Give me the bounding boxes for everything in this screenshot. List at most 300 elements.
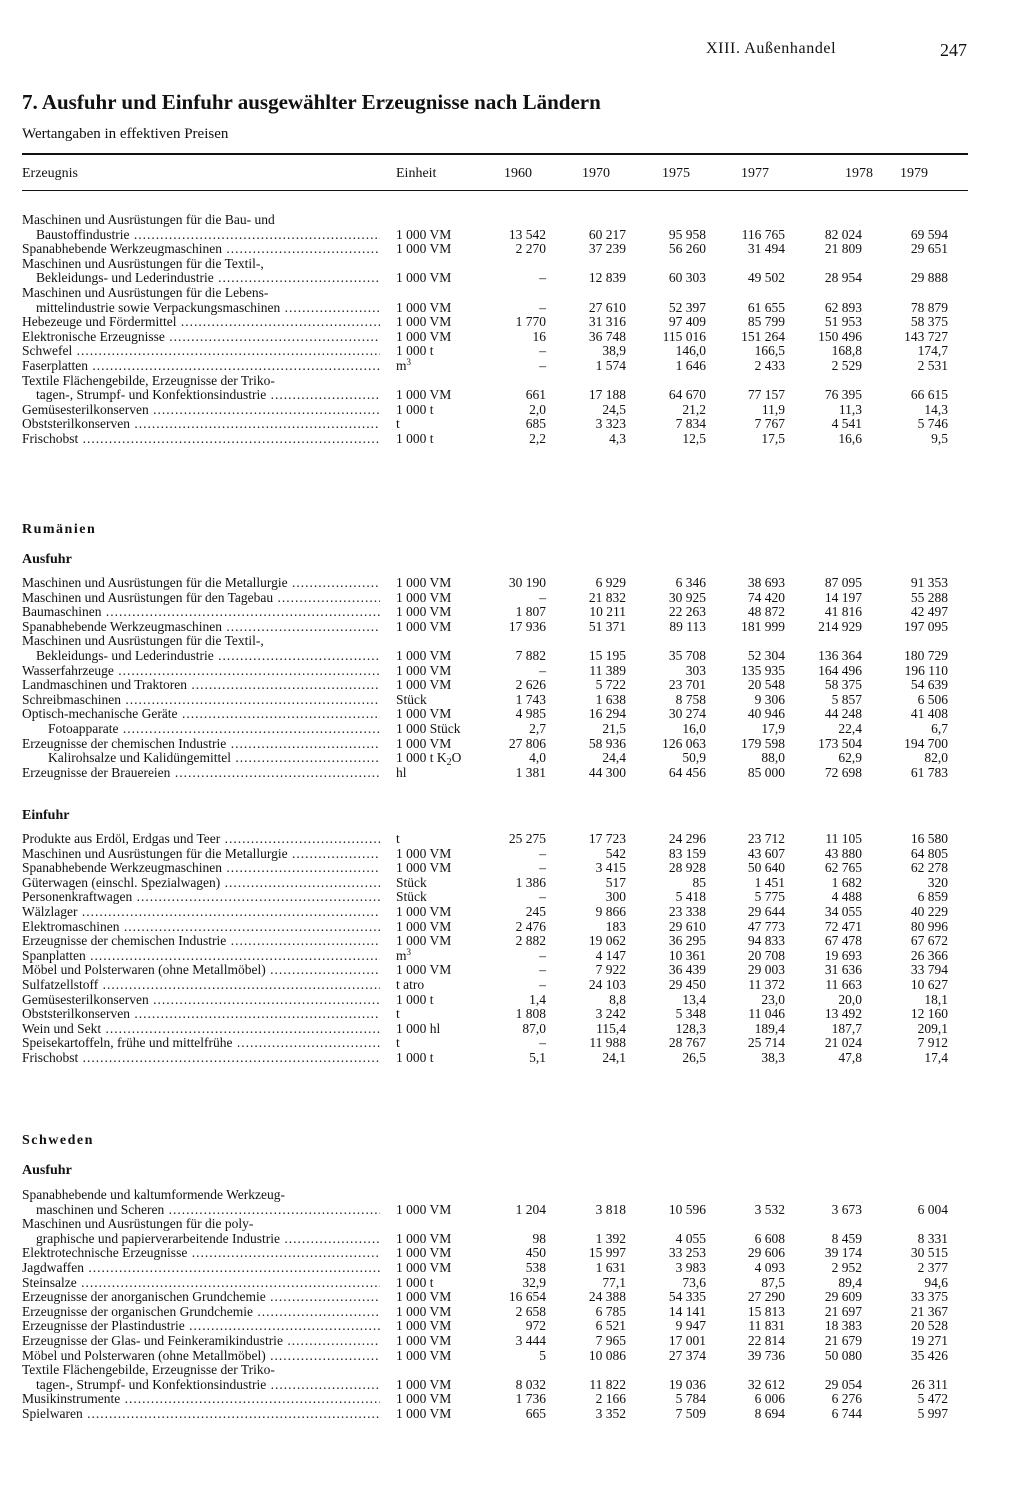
row-label: tagen-, Strumpf- und Konfektionsindustrie ..... [36, 387, 380, 402]
cell-value: 450 [525, 1245, 546, 1261]
cell-value: 36 439 [668, 962, 706, 978]
row-label: Maschinen und Ausrüstungen für die Metallurgie ..... [22, 575, 380, 590]
cell-value: 24,5 [602, 401, 626, 417]
cell-value: 44 248 [824, 706, 862, 722]
row-unit: 1 000 VM [396, 1406, 452, 1421]
cell-value: 23,0 [761, 991, 785, 1007]
row-unit: 1 000 VM [396, 618, 452, 634]
cell-value: 26,5 [682, 1050, 706, 1065]
row-label: Möbel und Polsterwaren (ohne Metallmöbel) ..... [22, 962, 380, 977]
column-header-year: 1977 [741, 166, 769, 181]
row-label: Schreibmaschinen ..... [22, 692, 380, 707]
cell-value: 94,6 [924, 1274, 948, 1290]
row-unit: 1 000 VM [396, 270, 452, 286]
cell-value: 12 839 [588, 270, 626, 286]
cell-value: 685 [525, 416, 546, 432]
row-unit: t atro [396, 977, 425, 992]
row-unit: 1 000 VM [396, 648, 452, 663]
cell-value: 28 928 [668, 860, 706, 876]
cell-value: 16,0 [682, 721, 706, 736]
row-unit: 1 000 VM [396, 1376, 452, 1392]
table-row [0, 1377, 1024, 1392]
cell-value: 1 743 [515, 691, 546, 707]
cell-value: 143 727 [904, 328, 948, 344]
cell-value: 23 712 [747, 831, 785, 846]
table-row-label-line [0, 373, 1024, 388]
cell-value: 6 006 [754, 1391, 785, 1407]
cell-value: 21 024 [824, 1035, 862, 1051]
cell-value: 10 361 [668, 947, 706, 963]
row-label: Landmaschinen und Traktoren ..... [22, 677, 380, 692]
cell-value: 31 494 [747, 241, 785, 257]
table-row [0, 619, 1024, 634]
table-row [0, 1406, 1024, 1421]
cell-value: 82 024 [824, 226, 862, 242]
cell-value: – [539, 889, 546, 905]
cell-value: 10 086 [588, 1347, 626, 1363]
column-header-product: Erzeugnis [22, 166, 78, 181]
cell-value: 31 636 [824, 962, 862, 978]
cell-value: 62 765 [824, 860, 862, 876]
table-row-label-line [0, 1216, 1024, 1231]
cell-value: 34 055 [824, 904, 862, 919]
cell-value: 74 420 [747, 589, 785, 605]
cell-value: 54 639 [910, 677, 948, 693]
row-unit: 1 000 t [396, 1274, 434, 1290]
table-row [0, 1050, 1024, 1065]
cell-value: 33 794 [910, 962, 948, 978]
row-label: Spanabhebende Werkzeugmaschinen ..... [22, 860, 380, 875]
table-row [0, 721, 1024, 736]
cell-value: 21 809 [824, 241, 862, 257]
row-unit: 1 000 hl [396, 1020, 441, 1036]
row-unit: 1 000 VM [396, 845, 452, 861]
table-row [0, 1035, 1024, 1050]
row-label: Schwefel ..... [22, 343, 380, 358]
table-row [0, 948, 1024, 963]
cell-value: 16 294 [588, 706, 626, 722]
cell-value: 8 758 [675, 691, 706, 707]
table-row [0, 992, 1024, 1007]
table-row [0, 431, 1024, 446]
row-label: Gemüsesterilkonserven ..... [22, 992, 380, 1007]
cell-value: 1 631 [595, 1260, 626, 1275]
cell-value: 17 936 [508, 618, 546, 634]
cell-value: 3 818 [595, 1201, 626, 1217]
cell-value: 24 296 [668, 831, 706, 846]
cell-value: 5 784 [675, 1391, 706, 1407]
cell-value: 1 574 [595, 358, 626, 373]
table-row-label-line [0, 285, 1024, 300]
table-row [0, 1260, 1024, 1275]
cell-value: 4 488 [831, 889, 862, 905]
cell-value: – [539, 1035, 546, 1051]
cell-value: 12 160 [910, 1006, 948, 1022]
row-unit: 1 000 VM [396, 1201, 452, 1217]
row-label: Obststerilkonserven ..... [22, 1006, 380, 1021]
row-unit: Stück [396, 889, 427, 905]
cell-value: 30 190 [508, 575, 546, 590]
cell-value: 87,0 [522, 1020, 546, 1036]
cell-value: 2 166 [595, 1391, 626, 1407]
cell-value: 214 929 [818, 618, 862, 634]
cell-value: 29 610 [668, 918, 706, 934]
cell-value: 82,0 [924, 750, 948, 766]
cell-value: 320 [927, 874, 948, 890]
cell-value: 78 879 [910, 299, 948, 315]
cell-value: 7 767 [754, 416, 785, 432]
row-unit: 1 000 VM [396, 589, 452, 605]
cell-value: 38,9 [602, 343, 626, 359]
table-row [0, 1006, 1024, 1021]
cell-value: 2 270 [515, 241, 546, 257]
cell-value: 77 157 [747, 387, 785, 403]
row-label: Spanabhebende und kaltumformende Werkzeug- [22, 1187, 285, 1202]
cell-value: 6 346 [675, 575, 706, 590]
table-row-label-line [0, 1187, 1024, 1202]
country-heading: Schweden [22, 1133, 94, 1148]
row-label: Sulfatzellstoff ..... [22, 977, 380, 992]
cell-value: 166,5 [754, 343, 785, 359]
row-label: Erzeugnisse der Glas- und Feinkeramikindustrie ..... [22, 1333, 380, 1348]
cell-value: 4,3 [609, 431, 626, 446]
row-unit: 1 000 VM [396, 387, 452, 403]
cell-value: 52 397 [668, 299, 706, 315]
row-label: Elektrotechnische Erzeugnisse ..... [22, 1245, 380, 1260]
cell-value: 151 264 [741, 328, 785, 344]
cell-value: 168,8 [831, 343, 862, 359]
cell-value: 20,0 [838, 991, 862, 1007]
row-label: Maschinen und Ausrüstungen für die Bau- und [22, 212, 275, 227]
row-label: Personenkraftwagen ..... [22, 889, 380, 904]
table-row [0, 1304, 1024, 1319]
cell-value: 49 502 [747, 270, 785, 286]
row-unit: 1 000 t [396, 401, 434, 417]
row-label: Maschinen und Ausrüstungen für die Textil-, [22, 633, 264, 649]
table-row-label-line [0, 256, 1024, 271]
row-label: Maschinen und Ausrüstungen für die Lebens- [22, 285, 269, 300]
cell-value: 209,1 [917, 1020, 948, 1036]
row-label: Elektronische Erzeugnisse ..... [22, 329, 380, 344]
cell-value: 28 767 [668, 1035, 706, 1051]
cell-value: 11 046 [748, 1006, 785, 1022]
cell-value: 2 531 [917, 358, 948, 373]
table-row [0, 889, 1024, 904]
cell-value: – [539, 662, 546, 678]
cell-value: 73,6 [682, 1274, 706, 1290]
cell-value: 55 288 [910, 589, 948, 605]
row-unit: 1 000 VM [396, 735, 452, 751]
cell-value: – [539, 845, 546, 861]
row-unit: 1 000 VM [396, 604, 452, 620]
table-row [0, 677, 1024, 692]
cell-value: 50,9 [682, 750, 706, 766]
cell-value: 3 242 [595, 1006, 626, 1022]
row-label: Erzeugnisse der Brauereien ..... [22, 765, 380, 780]
row-label: Erzeugnisse der anorganischen Grundchemie ..... [22, 1289, 380, 1304]
row-unit: $m^3$ [396, 946, 412, 963]
cell-value: 972 [525, 1318, 546, 1334]
row-unit: t [396, 416, 400, 432]
cell-value: 64 670 [668, 387, 706, 403]
row-label: Textile Flächengebilde, Erzeugnisse der Triko- [22, 372, 275, 388]
cell-value: 27 290 [747, 1289, 785, 1305]
row-unit: 1 000 VM [396, 328, 452, 344]
row-label: Steinsalze ..... [22, 1275, 380, 1290]
cell-value: 7 922 [595, 962, 626, 978]
cell-value: 32,9 [522, 1274, 546, 1290]
row-label: Textile Flächengebilde, Erzeugnisse der Triko- [22, 1362, 275, 1378]
cell-value: 91 353 [910, 575, 948, 590]
cell-value: 8 459 [831, 1230, 862, 1246]
row-unit: 1 000 VM [396, 904, 452, 919]
cell-value: 2 476 [515, 918, 546, 934]
row-unit: 1 000 VM [396, 314, 452, 330]
table-row [0, 416, 1024, 431]
cell-value: – [539, 589, 546, 605]
cell-value: – [539, 270, 546, 286]
cell-value: 4 147 [595, 947, 626, 963]
row-unit: Stück [396, 874, 427, 890]
cell-value: 164 496 [818, 662, 862, 678]
cell-value: 4 985 [515, 706, 546, 722]
row-label: Wein und Sekt ..... [22, 1021, 380, 1036]
row-unit: 1 000 VM [396, 241, 452, 257]
table-row [0, 402, 1024, 417]
row-label: Hebezeuge und Fördermittel ..... [22, 314, 380, 329]
row-label: Jagdwaffen ..... [22, 1260, 380, 1275]
cell-value: 2 529 [831, 358, 862, 373]
table-row [0, 831, 1024, 846]
row-unit: 1 000 VM [396, 860, 452, 876]
row-unit: 1 000 VM [396, 1347, 452, 1363]
cell-value: 50 080 [824, 1347, 862, 1363]
row-label: Spanabhebende Werkzeugmaschinen ..... [22, 619, 380, 634]
cell-value: 69 594 [910, 226, 948, 242]
cell-value: 10 211 [589, 604, 626, 620]
column-header-year: 1960 [504, 166, 532, 181]
cell-value: 17,5 [761, 431, 785, 446]
row-unit: 1 000 t [396, 991, 434, 1007]
cell-value: 1 392 [595, 1230, 626, 1246]
cell-value: 135 935 [741, 662, 785, 678]
column-header-year: 1970 [582, 166, 610, 181]
table-row [0, 962, 1024, 977]
cell-value: 24,1 [602, 1050, 626, 1065]
table-row [0, 977, 1024, 992]
row-label: Bekleidungs- und Lederindustrie ..... [36, 270, 380, 285]
row-label: Elektromaschinen ..... [22, 919, 380, 934]
cell-value: 2,0 [529, 401, 546, 417]
cell-value: 245 [525, 904, 546, 919]
cell-value: 29 003 [747, 962, 785, 978]
cell-value: 29 609 [824, 1289, 862, 1305]
row-label: mittelindustrie sowie Verpackungsmaschinen ..... [36, 300, 380, 315]
cell-value: 6 859 [917, 889, 948, 905]
cell-value: 5 997 [917, 1406, 948, 1421]
cell-value: 8 331 [917, 1230, 948, 1246]
row-unit: Stück [396, 691, 427, 707]
row-label: Kalirohsalze und Kalidüngemittel ..... [48, 750, 380, 765]
cell-value: 3 352 [595, 1406, 626, 1421]
cell-value: 76 395 [824, 387, 862, 403]
table-row [0, 736, 1024, 751]
cell-value: 22 814 [747, 1333, 785, 1348]
table-row [0, 1245, 1024, 1260]
cell-value: 2,2 [529, 431, 546, 446]
cell-value: 15 195 [588, 648, 626, 663]
row-unit: 1 000 t [396, 1050, 434, 1065]
cell-value: 19 062 [588, 933, 626, 949]
cell-value: 64 805 [910, 845, 948, 861]
row-label: Spielwaren ..... [22, 1406, 380, 1421]
cell-value: 5 348 [675, 1006, 706, 1022]
table-row [0, 1318, 1024, 1333]
cell-value: 5 722 [595, 677, 626, 693]
cell-value: 26 366 [910, 947, 948, 963]
row-label: Bekleidungs- und Lederindustrie ..... [36, 648, 380, 663]
table-row [0, 904, 1024, 919]
cell-value: 29 606 [747, 1245, 785, 1261]
cell-value: 56 260 [668, 241, 706, 257]
cell-value: 3 532 [754, 1201, 785, 1217]
table-row [0, 590, 1024, 605]
cell-value: 40 946 [747, 706, 785, 722]
row-unit: hl [396, 764, 407, 780]
cell-value: 17,9 [761, 721, 785, 736]
cell-value: 19 036 [668, 1376, 706, 1392]
row-label: Erzeugnisse der Plastindustrie ..... [22, 1318, 380, 1333]
column-header-unit: Einheit [396, 166, 437, 181]
table-row [0, 706, 1024, 721]
row-label: Erzeugnisse der chemischen Industrie ..... [22, 933, 380, 948]
cell-value: 197 095 [904, 618, 948, 634]
cell-value: 29 888 [910, 270, 948, 286]
cell-value: 181 999 [741, 618, 785, 634]
cell-value: 30 515 [910, 1245, 948, 1261]
cell-value: 5,1 [529, 1050, 546, 1065]
table-row [0, 314, 1024, 329]
section-subheading: Ausfuhr [22, 1163, 72, 1178]
cell-value: 10 596 [668, 1201, 706, 1217]
cell-value: 22 263 [668, 604, 706, 620]
cell-value: 3 983 [675, 1260, 706, 1275]
country-heading: Rumänien [22, 522, 97, 537]
cell-value: 3 444 [515, 1333, 546, 1348]
table-row [0, 1275, 1024, 1290]
cell-value: 21,2 [682, 401, 706, 417]
row-unit: t [396, 1006, 400, 1022]
cell-value: 13 492 [824, 1006, 862, 1022]
cell-value: 83 159 [668, 845, 706, 861]
cell-value: 44 300 [588, 764, 626, 780]
cell-value: 300 [605, 889, 626, 905]
table-row [0, 1289, 1024, 1304]
cell-value: 6 276 [831, 1391, 862, 1407]
section-subheading: Ausfuhr [22, 552, 72, 567]
cell-value: 64 456 [668, 764, 706, 780]
cell-value: 16,6 [838, 431, 862, 446]
cell-value: 13,4 [682, 991, 706, 1007]
cell-value: 47,8 [838, 1050, 862, 1065]
cell-value: – [539, 358, 546, 373]
cell-value: 1 646 [675, 358, 706, 373]
row-label: Baustoffindustrie ..... [36, 227, 380, 242]
cell-value: 5 418 [675, 889, 706, 905]
cell-value: 1 381 [515, 764, 546, 780]
row-label: Frischobst ..... [22, 1050, 380, 1065]
cell-value: 16 654 [508, 1289, 546, 1305]
row-label: Erzeugnisse der chemischen Industrie ..... [22, 736, 380, 751]
row-label: Obststerilkonserven ..... [22, 416, 380, 431]
cell-value: 3 415 [595, 860, 626, 876]
cell-value: 40 229 [910, 904, 948, 919]
cell-value: 72 471 [824, 918, 862, 934]
table-row [0, 387, 1024, 402]
cell-value: 303 [685, 662, 706, 678]
row-unit: 1 000 VM [396, 677, 452, 693]
cell-value: 95 958 [668, 226, 706, 242]
table-row [0, 860, 1024, 875]
cell-value: 11,3 [838, 401, 862, 417]
cell-value: 25 275 [508, 831, 546, 846]
cell-value: 1 736 [515, 1391, 546, 1407]
row-unit: 1 000 Stück [396, 721, 461, 736]
cell-value: 39 174 [824, 1245, 862, 1261]
cell-value: 9 866 [595, 904, 626, 919]
cell-value: 11 663 [825, 977, 862, 992]
cell-value: 35 426 [910, 1347, 948, 1363]
table-row [0, 933, 1024, 948]
cell-value: 8,8 [609, 991, 626, 1007]
cell-value: 7 834 [675, 416, 706, 432]
row-label: Maschinen und Ausrüstungen für die Textil-, [22, 255, 264, 271]
cell-value: 47 773 [747, 918, 785, 934]
row-unit: 1 000 VM [396, 933, 452, 949]
row-unit: 1 000 VM [396, 918, 452, 934]
cell-value: 13 542 [508, 226, 546, 242]
table-row [0, 575, 1024, 590]
cell-value: 24,4 [602, 750, 626, 766]
cell-value: 29 054 [824, 1376, 862, 1392]
cell-value: 2 626 [515, 677, 546, 693]
table-row [0, 663, 1024, 678]
row-unit: t [396, 831, 400, 846]
cell-value: 11 822 [589, 1376, 626, 1392]
table-row [0, 1391, 1024, 1406]
cell-value: 9,5 [931, 431, 948, 446]
cell-value: 1 638 [595, 691, 626, 707]
cell-value: 85 799 [747, 314, 785, 330]
cell-value: 25 714 [747, 1035, 785, 1051]
cell-value: 21 697 [824, 1303, 862, 1319]
table-subtitle: Wertangaben in effektiven Preisen [22, 126, 229, 142]
cell-value: 14 197 [824, 589, 862, 605]
cell-value: 19 693 [824, 947, 862, 963]
cell-value: 7 965 [595, 1333, 626, 1348]
row-unit: 1 000 VM [396, 1260, 452, 1275]
table-row [0, 227, 1024, 242]
cell-value: 5 775 [754, 889, 785, 905]
table-row [0, 750, 1024, 769]
table-row [0, 358, 1024, 373]
cell-value: 67 672 [910, 933, 948, 949]
cell-value: 11 105 [825, 831, 862, 846]
table-row [0, 875, 1024, 890]
cell-value: 16 [532, 328, 546, 344]
cell-value: 2 433 [754, 358, 785, 373]
cell-value: 1 807 [515, 604, 546, 620]
